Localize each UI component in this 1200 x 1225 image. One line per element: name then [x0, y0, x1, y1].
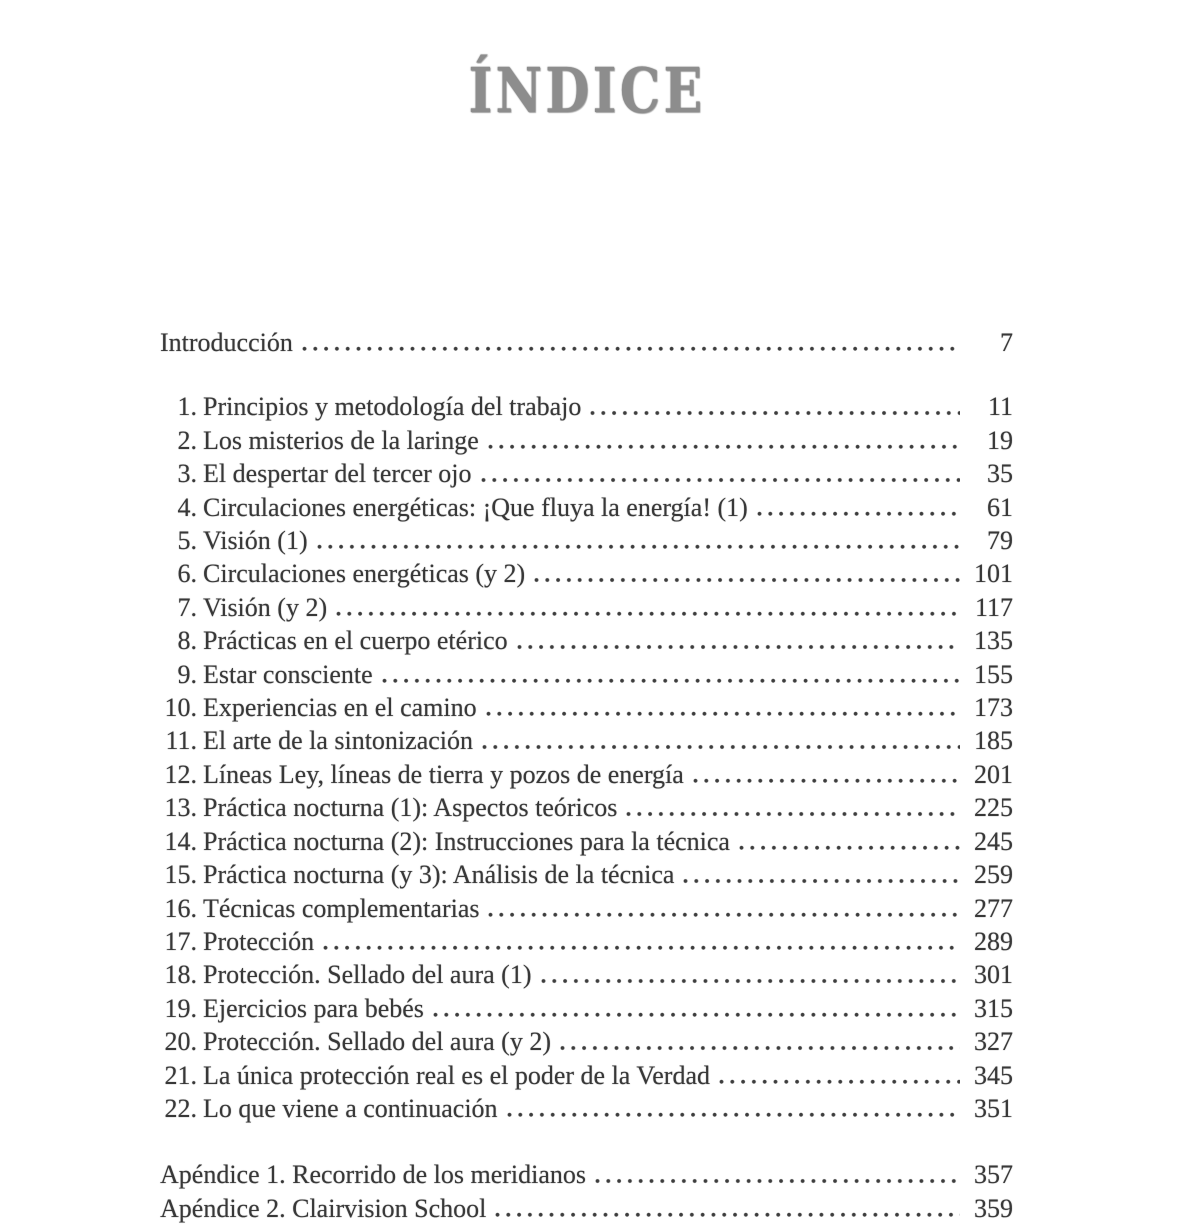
toc-entry: [160, 390, 1013, 423]
toc-entry: [160, 791, 1013, 824]
toc-entry-page-number: 245: [974, 826, 1013, 856]
toc-entry-number: 16.: [164, 893, 197, 923]
toc-entry-number: 10.: [164, 693, 197, 723]
toc-entry-number: 6.: [177, 559, 197, 589]
dot-leader: [480, 724, 960, 757]
dot-leader: [588, 390, 960, 423]
toc-entry: [160, 892, 1013, 925]
dot-leader: [593, 1158, 960, 1191]
toc-entry: [160, 825, 1013, 858]
dot-leader: [505, 1092, 960, 1125]
dot-leader: [691, 758, 960, 791]
dot-leader: [334, 591, 960, 624]
toc-entry: [160, 624, 1013, 657]
toc-entry: [160, 1059, 1013, 1092]
toc-entry: [160, 1092, 1013, 1125]
toc-entry-page-number: 301: [974, 960, 1013, 990]
toc-entry-page-number: 101: [974, 559, 1013, 589]
toc-entry-page-number: 185: [974, 726, 1013, 756]
toc-entry-number: 7.: [177, 592, 197, 622]
toc-entry-number: 21.: [164, 1060, 197, 1090]
dot-leader: [479, 457, 960, 490]
toc-entry-page-number: 359: [974, 1193, 1013, 1223]
toc-entry: [160, 658, 1013, 691]
toc-entry: [160, 1158, 1013, 1191]
toc-entry-title: Protección: [203, 926, 315, 956]
toc-entry-number: 18.: [164, 960, 197, 990]
toc-entry-number: 12.: [164, 759, 197, 789]
toc-entry-number: 5.: [177, 526, 197, 556]
toc-entry-title: Práctica nocturna (2): Instrucciones para la técnica: [203, 826, 730, 856]
toc-entry-title: Práctica nocturna (1): Aspectos teóricos: [203, 793, 618, 823]
toc-chapters-section: [160, 390, 1013, 1125]
toc-entry: [160, 858, 1013, 891]
dot-leader: [493, 1192, 960, 1225]
toc-entry: [160, 591, 1013, 624]
toc-entry-title: Visión (1): [203, 526, 308, 556]
toc-entry-page-number: 277: [974, 893, 1013, 923]
toc-entry-page-number: 155: [974, 659, 1013, 689]
toc-entry: [160, 992, 1013, 1025]
dot-leader: [737, 825, 960, 858]
toc-entry-page-number: 11: [987, 392, 1013, 422]
toc-entry-title: Apéndice 1. Recorrido de los meridianos: [160, 1160, 586, 1190]
toc-entry-page-number: 61: [987, 492, 1013, 522]
toc-entry-title: Circulaciones energéticas: ¡Que fluya la energía! (1): [203, 492, 748, 522]
toc-entry-page-number: 351: [974, 1093, 1013, 1123]
toc-entry: [160, 691, 1013, 724]
dot-leader: [486, 892, 960, 925]
toc-entry: [160, 925, 1013, 958]
toc-entry-page-number: 35: [987, 459, 1013, 489]
toc-entry: [160, 1192, 1013, 1225]
toc-entry-page-number: 315: [974, 993, 1013, 1023]
toc-entry-title: Apéndice 2. Clairvision School: [160, 1193, 487, 1223]
toc-introduction-section: [160, 326, 1013, 359]
toc-entry-title: Circulaciones energéticas (y 2): [203, 559, 526, 589]
toc-entry-number: 3.: [177, 459, 197, 489]
dot-leader: [431, 992, 960, 1025]
toc-entry: [160, 557, 1013, 590]
toc-entry: [160, 1025, 1013, 1058]
toc-entry-page-number: 225: [974, 793, 1013, 823]
toc-entry-title: Líneas Ley, líneas de tierra y pozos de energía: [203, 759, 684, 789]
toc-entry: [160, 524, 1013, 557]
toc-entry-number: 15.: [164, 860, 197, 890]
toc-entry-number: 9.: [177, 659, 197, 689]
dot-leader: [755, 491, 960, 524]
toc-entry: [160, 758, 1013, 791]
toc-entry-number: 4.: [177, 492, 197, 522]
page-title: ÍNDICE: [468, 54, 706, 127]
toc-entry-number: 2.: [177, 425, 197, 455]
toc-entry-title: Protección. Sellado del aura (y 2): [203, 1027, 551, 1057]
toc-entry-page-number: 19: [987, 425, 1013, 455]
toc-entry-page-number: 7: [1000, 328, 1013, 357]
toc-entry-title: Técnicas complementarias: [203, 893, 480, 923]
toc-entry: [160, 958, 1013, 991]
toc-entry-title: Introducción: [160, 328, 293, 357]
dot-leader: [486, 424, 960, 457]
toc-entry-title: El arte de la sintonización: [203, 726, 474, 756]
toc-entry: [160, 491, 1013, 524]
table-of-contents: [160, 326, 1013, 1225]
toc-entry: [160, 326, 1013, 359]
toc-entry-title: Ejercicios para bebés: [203, 993, 424, 1023]
toc-entry-page-number: 289: [974, 926, 1013, 956]
dot-leader: [681, 858, 960, 891]
toc-entry-page-number: 201: [974, 759, 1013, 789]
toc-entry-number: 17.: [164, 926, 197, 956]
toc-entry: [160, 424, 1013, 457]
toc-entry-title: Práctica nocturna (y 3): Análisis de la técnica: [203, 860, 675, 890]
toc-entry-page-number: 357: [974, 1160, 1013, 1190]
toc-entry-number: 1.: [177, 392, 197, 422]
toc-entry-number: 19.: [164, 993, 197, 1023]
toc-entry-number: 13.: [164, 793, 197, 823]
toc-entry-page-number: 259: [974, 860, 1013, 890]
dot-leader: [515, 624, 960, 657]
toc-entry-title: Lo que viene a continuación: [203, 1093, 498, 1123]
dot-leader: [717, 1059, 960, 1092]
toc-entry-number: 20.: [164, 1027, 197, 1057]
toc-entry-page-number: 327: [974, 1027, 1013, 1057]
dot-leader: [315, 524, 960, 557]
toc-entry-title: La única protección real es el poder de la Verdad: [203, 1060, 710, 1090]
toc-appendices-section: [160, 1158, 1013, 1225]
toc-entry-page-number: 135: [974, 626, 1013, 656]
toc-entry-number: 8.: [177, 626, 197, 656]
toc-entry: [160, 724, 1013, 757]
dot-leader: [300, 326, 960, 359]
toc-entry-title: Principios y metodología del trabajo: [203, 392, 582, 422]
dot-leader: [532, 557, 960, 590]
dot-leader: [558, 1025, 960, 1058]
toc-entry: [160, 457, 1013, 490]
dot-leader: [484, 691, 960, 724]
toc-entry-title: Protección. Sellado del aura (1): [203, 960, 532, 990]
dot-leader: [624, 791, 960, 824]
toc-entry-page-number: 173: [974, 693, 1013, 723]
dot-leader: [321, 925, 960, 958]
toc-entry-title: Estar consciente: [203, 659, 373, 689]
toc-entry-title: Los misterios de la laringe: [203, 425, 479, 455]
toc-entry-number: 14.: [164, 826, 197, 856]
toc-entry-title: Visión (y 2): [203, 592, 328, 622]
toc-entry-number: 22.: [164, 1093, 197, 1123]
toc-entry-page-number: 79: [987, 526, 1013, 556]
toc-entry-number: 11.: [165, 726, 197, 756]
dot-leader: [539, 958, 961, 991]
toc-entry-title: El despertar del tercer ojo: [203, 459, 472, 489]
toc-entry-title: Prácticas en el cuerpo etérico: [203, 626, 508, 656]
toc-entry-page-number: 345: [974, 1060, 1013, 1090]
toc-entry-page-number: 117: [974, 592, 1013, 622]
toc-entry-title: Experiencias en el camino: [203, 693, 477, 723]
dot-leader: [380, 658, 960, 691]
